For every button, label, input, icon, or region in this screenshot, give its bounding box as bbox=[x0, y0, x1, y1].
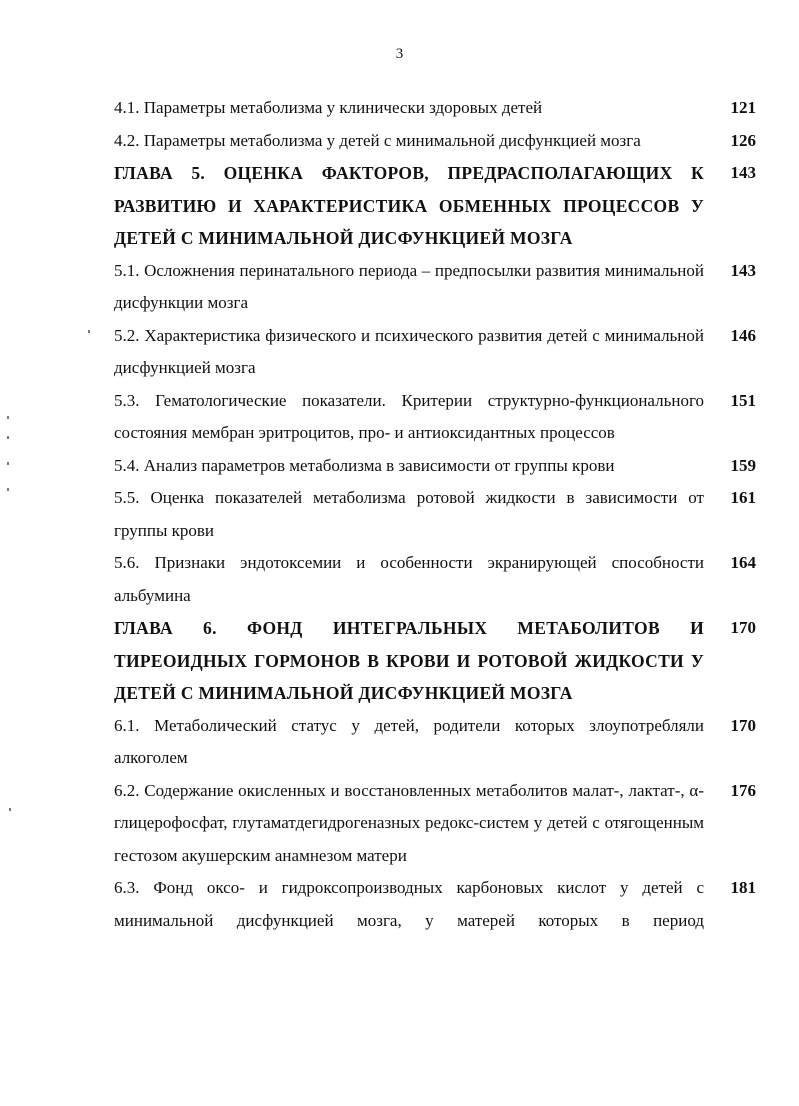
toc-entry-page: 170 bbox=[730, 618, 756, 637]
toc-entry-title: 5.4. Анализ параметров метаболизма в зависимости от группы крови bbox=[114, 455, 615, 475]
toc-entry-5-2 bbox=[114, 320, 756, 385]
toc-entry-5-6 bbox=[114, 547, 756, 612]
toc-entry-title: 4.2. Параметры метаболизма у детей с минимальной дисфункцией мозга bbox=[114, 130, 641, 150]
toc-entry-page: 161 bbox=[730, 488, 756, 507]
toc-entry-title: 5.6. Признаки эндотоксемии и особенности экранирующей способности альбумина bbox=[114, 553, 704, 605]
scan-speck bbox=[7, 436, 9, 439]
toc-entry-5-3 bbox=[114, 385, 756, 450]
toc-entry-title: 5.2. Характеристика физического и психического развития детей с минимальной дисфункцией мозга bbox=[114, 325, 704, 377]
toc-entry-page: 146 bbox=[730, 325, 756, 345]
toc-entry-5-1 bbox=[114, 255, 756, 320]
toc-entry-page: 181 bbox=[730, 878, 756, 897]
toc-entry-page: 143 bbox=[730, 163, 756, 182]
toc-entry-title: 5.5. Оценка показателей метаболизма ротовой жидкости в зависимости от группы крови bbox=[114, 488, 704, 540]
scan-speck bbox=[7, 462, 9, 465]
toc-entry-title: 5.3. Гематологические показатели. Критерии структурно-функционального состояния мембран эритроцитов, про- и антиоксидантных процессов bbox=[114, 390, 704, 442]
toc-chapter-title: ГЛАВА 5. ОЦЕНКА ФАКТОРОВ, ПРЕДРАСПОЛАГАЮЩИХ К РАЗВИТИЮ И ХАРАКТЕРИСТИКА ОБМЕННЫХ ПРОЦЕССОВ У ДЕТЕЙ С МИНИМАЛЬНОЙ ДИСФУНКЦИЕЙ МОЗГА bbox=[114, 163, 704, 248]
toc-entry-title: 6.1. Метаболический статус у детей, родители которых злоупотребляли алкоголем bbox=[114, 715, 704, 767]
toc-entry-title: 4.1. Параметры метаболизма у клинически здоровых детей bbox=[114, 98, 543, 117]
scan-speck bbox=[9, 808, 11, 811]
scan-speck bbox=[7, 488, 9, 491]
toc-entry-page: 143 bbox=[730, 260, 756, 280]
toc-entry-5-4 bbox=[114, 450, 756, 483]
toc-entry-page: 126 bbox=[730, 130, 756, 150]
toc-entry-title: 6.2. Содержание окисленных и восстановленных метаболитов малат-, лактат-, α-глицерофосфат, глутаматдегидрогеназных редокс-систем у детей с отягощенным гестозом акушерским анамнезом матери bbox=[114, 780, 704, 865]
scan-speck bbox=[7, 416, 9, 419]
toc-entry-page: 170 bbox=[730, 715, 756, 735]
toc-entry-title: 6.3. Фонд оксо- и гидроксопроизводных карбоновых кислот у детей с минимальной дисфункцией мозга, у матерей которых в период bbox=[114, 878, 704, 930]
toc-chapter-title: ГЛАВА 6. ФОНД ИНТЕГРАЛЬНЫХ МЕТАБОЛИТОВ И ТИРЕОИДНЫХ ГОРМОНОВ В КРОВИ И РОТОВОЙ ЖИДКОСТИ У ДЕТЕЙ С МИНИМАЛЬНОЙ ДИСФУНКЦИЕЙ МОЗГА bbox=[114, 618, 704, 703]
toc-entry-chapter-5 bbox=[114, 157, 756, 255]
toc-entry-page: 164 bbox=[730, 553, 756, 572]
toc-entry-4-2 bbox=[114, 125, 756, 158]
toc-entry-title: 5.1. Осложнения перинатального периода – предпосылки развития минимальной дисфункции мозга bbox=[114, 260, 704, 312]
toc-entry-chapter-6 bbox=[114, 612, 756, 710]
page-number: 3 bbox=[395, 46, 404, 62]
toc-entry-6-2 bbox=[114, 775, 756, 873]
table-of-contents bbox=[114, 92, 756, 937]
toc-entry-page: 159 bbox=[730, 455, 756, 475]
toc-entry-6-1 bbox=[114, 710, 756, 775]
toc-entry-page: 151 bbox=[730, 390, 756, 410]
toc-entry-page: 121 bbox=[730, 98, 756, 117]
scan-speck bbox=[88, 330, 90, 333]
toc-entry-4-1 bbox=[114, 92, 756, 125]
toc-entry-5-5 bbox=[114, 482, 756, 547]
toc-entry-page: 176 bbox=[730, 780, 756, 800]
toc-entry-6-3 bbox=[114, 872, 756, 937]
